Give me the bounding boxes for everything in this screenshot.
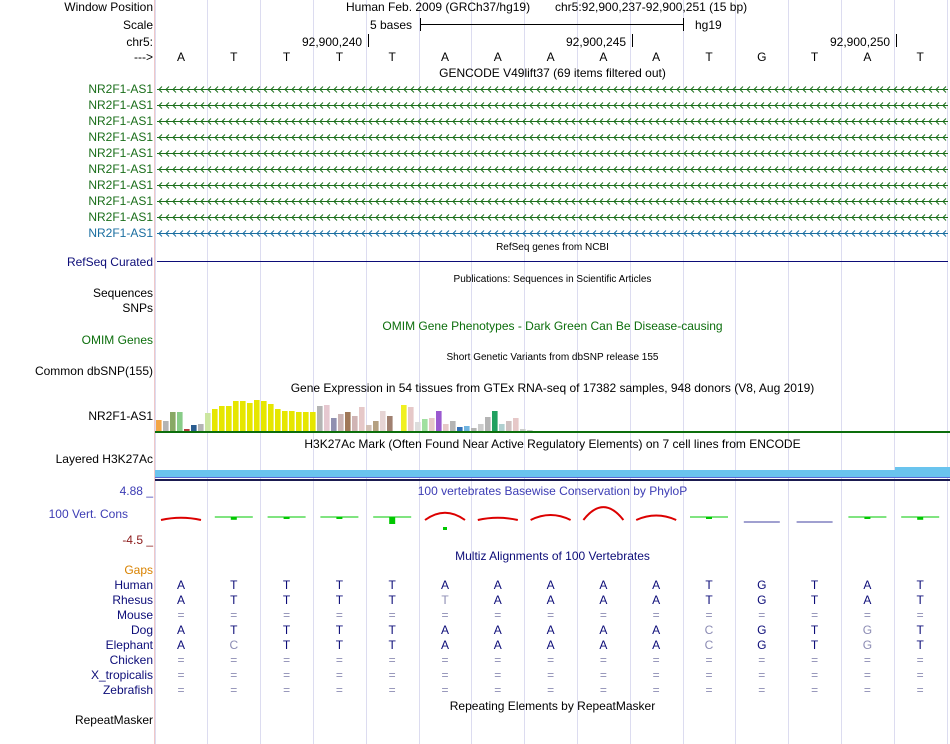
- multiz-base: T: [282, 593, 291, 607]
- grid-line: [419, 0, 420, 744]
- gtex-tissue-bar[interactable]: [198, 424, 204, 431]
- h3k27ac-baseline: [155, 477, 950, 478]
- multiz-base: =: [441, 608, 449, 622]
- coord-tick: [632, 34, 633, 47]
- multiz-base: =: [177, 608, 185, 622]
- multiz-base: =: [547, 683, 555, 697]
- multiz-base: A: [176, 623, 185, 637]
- multiz-base: T: [335, 593, 344, 607]
- multiz-base: T: [230, 593, 238, 607]
- multiz-base: =: [335, 683, 343, 697]
- reference-base: T: [230, 50, 238, 64]
- multiz-base: T: [916, 623, 924, 637]
- gencode-gene-label[interactable]: NR2F1-AS1: [88, 130, 153, 144]
- multiz-base: =: [758, 683, 766, 697]
- multiz-base: =: [177, 668, 185, 682]
- multiz-base: A: [440, 578, 449, 592]
- multiz-base: =: [758, 608, 766, 622]
- multiz-base: T: [230, 623, 238, 637]
- multiz-base: A: [652, 638, 661, 652]
- reference-base: A: [176, 50, 185, 64]
- multiz-base: =: [811, 608, 819, 622]
- multiz-base: =: [441, 653, 449, 667]
- multiz-base: =: [177, 683, 185, 697]
- multiz-base: =: [811, 668, 819, 682]
- phylop-negative-curve: [636, 516, 676, 520]
- multiz-base: T: [282, 623, 291, 637]
- multiz-base: T: [810, 593, 819, 607]
- multiz-base: G: [757, 623, 767, 637]
- multiz-base: A: [176, 578, 185, 592]
- gtex-tissue-bar[interactable]: [387, 416, 393, 431]
- multiz-base: G: [862, 623, 873, 637]
- multiz-base: =: [335, 653, 343, 667]
- multiz-base: =: [916, 653, 924, 667]
- gtex-tissue-bar[interactable]: [450, 421, 456, 431]
- gtex-tissue-bar[interactable]: [436, 411, 442, 431]
- gencode-gene-feature[interactable]: [157, 85, 948, 94]
- multiz-base: G: [757, 638, 767, 652]
- gencode-gene-feature[interactable]: [157, 181, 948, 190]
- scale-label: Scale: [122, 18, 153, 32]
- multiz-species-label[interactable]: Chicken: [109, 653, 153, 667]
- multiz-base: T: [705, 593, 713, 607]
- multiz-base: A: [546, 593, 555, 607]
- multiz-base: T: [916, 638, 924, 652]
- gtex-tissue-bar[interactable]: [163, 421, 169, 431]
- left-border: [154, 0, 155, 744]
- gencode-gene-label[interactable]: NR2F1-AS1: [88, 178, 153, 192]
- gtex-tissue-bar[interactable]: [352, 416, 358, 431]
- gtex-tissue-bar[interactable]: [261, 401, 267, 431]
- multiz-base: =: [441, 668, 449, 682]
- omim-title: OMIM Gene Phenotypes - Dark Green Can Be Disease-causing: [382, 319, 723, 333]
- reference-base: T: [916, 50, 924, 64]
- multiz-base: T: [388, 578, 396, 592]
- gaps-label[interactable]: Gaps: [124, 563, 153, 577]
- publications-title: Publications: Sequences in Scientific Articles: [453, 274, 652, 285]
- multiz-base: =: [863, 608, 871, 622]
- reference-base: A: [546, 50, 555, 64]
- multiz-base: =: [494, 683, 502, 697]
- scale-bar: [420, 24, 684, 25]
- multiz-base: A: [440, 638, 449, 652]
- snps-label[interactable]: SNPs: [122, 301, 153, 315]
- multiz-base: =: [335, 608, 343, 622]
- multiz-base: =: [863, 668, 871, 682]
- multiz-base: A: [863, 593, 872, 607]
- reference-base: T: [810, 50, 819, 64]
- multiz-base: =: [230, 608, 238, 622]
- grid-line: [577, 0, 578, 744]
- gtex-tissue-bar[interactable]: [170, 412, 176, 431]
- grid-line: [207, 0, 208, 744]
- gencode-gene-feature[interactable]: [157, 213, 948, 222]
- multiz-base: =: [388, 608, 396, 622]
- gtex-tissue-bar[interactable]: [317, 406, 323, 431]
- multiz-base: T: [282, 638, 291, 652]
- multiz-base: T: [810, 623, 819, 637]
- gtex-tissue-bar[interactable]: [212, 409, 218, 431]
- multiz-base: A: [493, 623, 502, 637]
- gencode-gene-feature[interactable]: [157, 165, 948, 174]
- gtex-title: Gene Expression in 54 tissues from GTEx RNA-seq of 17382 samples, 948 donors (V8, Aug 2019): [290, 381, 815, 395]
- multiz-base: =: [283, 668, 291, 682]
- h3k27ac-title: H3K27Ac Mark (Often Found Near Active Regulatory Elements) on 7 cell lines from ENCODE: [304, 437, 801, 451]
- multiz-base: =: [230, 683, 238, 697]
- grid-line: [471, 0, 472, 744]
- gtex-tissue-bar[interactable]: [233, 401, 239, 431]
- gtex-tissue-bar[interactable]: [401, 405, 407, 431]
- position-text[interactable]: chr5:92,900,237-92,900,251 (15 bp): [555, 0, 748, 14]
- multiz-base: =: [863, 683, 871, 697]
- gtex-tissue-bar[interactable]: [492, 411, 498, 431]
- refseq-title: RefSeq genes from NCBI: [496, 242, 609, 253]
- gencode-gene-feature[interactable]: [157, 101, 948, 110]
- multiz-base: T: [335, 638, 344, 652]
- multiz-base: =: [388, 683, 396, 697]
- reference-base: A: [599, 50, 608, 64]
- dbsnp-label[interactable]: Common dbSNP(155): [34, 364, 153, 378]
- phylop-negative-curve: [583, 507, 623, 520]
- multiz-base: G: [862, 638, 873, 652]
- reference-base: A: [863, 50, 872, 64]
- gtex-tissue-bar[interactable]: [254, 400, 260, 431]
- multiz-base: T: [388, 638, 396, 652]
- phylop-title: 100 vertebrates Basewise Conservation by PhyloP: [417, 484, 688, 498]
- refseq-label[interactable]: RefSeq Curated: [66, 255, 153, 269]
- multiz-base: T: [388, 593, 396, 607]
- multiz-base: A: [440, 623, 449, 637]
- gencode-gene-label[interactable]: NR2F1-AS1: [88, 82, 153, 96]
- multiz-base: =: [705, 668, 713, 682]
- repeatmasker-title: Repeating Elements by RepeatMasker: [449, 699, 656, 713]
- phylop-plot[interactable]: [155, 497, 950, 547]
- multiz-base: =: [811, 683, 819, 697]
- multiz-base: =: [547, 653, 555, 667]
- multiz-base: =: [494, 608, 502, 622]
- multiz-base: T: [810, 638, 819, 652]
- repeatmasker-label[interactable]: RepeatMasker: [74, 713, 153, 727]
- multiz-base: T: [441, 593, 449, 607]
- multiz-base: T: [335, 623, 344, 637]
- multiz-base: A: [493, 578, 502, 592]
- multiz-species-label[interactable]: Mouse: [116, 608, 153, 622]
- multiz-base: =: [705, 653, 713, 667]
- gtex-tissue-bar[interactable]: [415, 422, 421, 431]
- coord-label: 92,900,250: [830, 35, 891, 49]
- gtex-tissue-bar[interactable]: [345, 412, 351, 431]
- reference-base: G: [757, 50, 767, 64]
- gencode-gene-feature[interactable]: [157, 133, 948, 142]
- phylop-marker: [443, 527, 447, 530]
- multiz-base: =: [652, 608, 660, 622]
- coord-tick: [368, 34, 369, 47]
- multiz-base: =: [916, 608, 924, 622]
- grid-line: [313, 0, 314, 744]
- multiz-base: T: [230, 578, 238, 592]
- gtex-tissue-bar[interactable]: [268, 404, 274, 431]
- multiz-base: =: [811, 653, 819, 667]
- gencode-gene-label[interactable]: NR2F1-AS1: [88, 162, 153, 176]
- gencode-gene-feature[interactable]: [157, 197, 948, 206]
- multiz-species-label[interactable]: Dog: [130, 623, 153, 637]
- h3k27ac-bottom: [155, 479, 950, 481]
- grid-line: [947, 0, 948, 744]
- grid-line: [155, 0, 156, 744]
- gtex-tissue-bar[interactable]: [310, 412, 316, 431]
- chrom-label: chr5:: [126, 35, 153, 49]
- multiz-base: =: [652, 653, 660, 667]
- gencode-gene-label[interactable]: NR2F1-AS1: [88, 114, 153, 128]
- reference-base: T: [705, 50, 713, 64]
- gtex-tissue-bar[interactable]: [205, 413, 211, 431]
- gtex-tissue-bar[interactable]: [394, 421, 400, 431]
- reference-base: A: [493, 50, 502, 64]
- multiz-base: A: [652, 593, 661, 607]
- multiz-base: A: [863, 578, 872, 592]
- phylop-negative-curve: [478, 518, 518, 520]
- multiz-base: C: [704, 623, 714, 637]
- reference-base: T: [335, 50, 344, 64]
- reference-base: A: [440, 50, 449, 64]
- gtex-tissue-bar[interactable]: [408, 407, 414, 431]
- multiz-base: A: [599, 638, 608, 652]
- multiz-base: =: [335, 668, 343, 682]
- gtex-tissue-bar[interactable]: [443, 424, 449, 431]
- grid-line: [260, 0, 261, 744]
- multiz-base: =: [916, 683, 924, 697]
- gtex-baseline: [155, 431, 950, 433]
- grid-line: [683, 0, 684, 744]
- db-text: hg19: [695, 18, 722, 32]
- multiz-base: =: [705, 608, 713, 622]
- multiz-base: A: [546, 578, 555, 592]
- gtex-tissue-bar[interactable]: [303, 412, 309, 431]
- window-position-label: Window Position: [64, 0, 153, 14]
- multiz-base: =: [547, 668, 555, 682]
- phylop-max-label: 4.88 _: [119, 484, 153, 498]
- multiz-base: A: [493, 638, 502, 652]
- multiz-species-label[interactable]: Human: [114, 578, 153, 592]
- multiz-base: =: [599, 608, 607, 622]
- gtex-tissue-bar[interactable]: [226, 406, 232, 431]
- gtex-tissue-bar[interactable]: [247, 403, 253, 431]
- refseq-gene-line[interactable]: [157, 261, 948, 262]
- multiz-species-label[interactable]: Rhesus: [112, 593, 153, 607]
- multiz-base: A: [493, 593, 502, 607]
- multiz-base: =: [599, 683, 607, 697]
- gtex-tissue-bar[interactable]: [422, 419, 428, 431]
- coord-tick: [896, 34, 897, 47]
- multiz-base: A: [599, 623, 608, 637]
- multiz-base: A: [546, 638, 555, 652]
- multiz-base: =: [230, 668, 238, 682]
- phylop-negative-curve: [425, 513, 465, 520]
- gencode-gene-label[interactable]: NR2F1-AS1: [88, 194, 153, 208]
- sequences-label[interactable]: Sequences: [92, 286, 153, 300]
- gtex-label[interactable]: NR2F1-AS1: [88, 409, 153, 423]
- multiz-base: =: [283, 653, 291, 667]
- grid-line: [366, 0, 367, 744]
- multiz-base: =: [441, 683, 449, 697]
- multiz-base: =: [705, 683, 713, 697]
- gtex-tissue-bar[interactable]: [485, 417, 491, 431]
- multiz-base: C: [704, 638, 714, 652]
- gtex-tissue-bar[interactable]: [219, 406, 225, 431]
- gtex-tissue-bar[interactable]: [380, 411, 386, 431]
- multiz-base: G: [757, 578, 767, 592]
- h3k27ac-label[interactable]: Layered H3K27Ac: [55, 452, 153, 466]
- multiz-base: T: [705, 578, 713, 592]
- scale-bar-tick-right: [683, 18, 684, 31]
- reference-base: T: [282, 50, 291, 64]
- gencode-gene-feature[interactable]: [157, 117, 948, 126]
- grid-line: [630, 0, 631, 744]
- coord-label: 92,900,245: [566, 35, 627, 49]
- gtex-tissue-bar[interactable]: [429, 418, 435, 431]
- multiz-base: A: [652, 578, 661, 592]
- multiz-species-label[interactable]: X_tropicalis: [90, 668, 153, 682]
- multiz-base: C: [229, 638, 239, 652]
- gtex-tissue-bar[interactable]: [240, 401, 246, 431]
- multiz-base: =: [388, 668, 396, 682]
- multiz-base: =: [494, 653, 502, 667]
- gtex-tissue-bar[interactable]: [359, 407, 365, 431]
- phylop-negative-curve: [531, 515, 571, 520]
- gencode-gene-label[interactable]: NR2F1-AS1: [88, 210, 153, 224]
- multiz-base: =: [547, 608, 555, 622]
- multiz-base: =: [283, 608, 291, 622]
- assembly-text[interactable]: Human Feb. 2009 (GRCh37/hg19): [346, 0, 531, 14]
- omim-label[interactable]: OMIM Genes: [81, 333, 153, 347]
- multiz-base: A: [176, 638, 185, 652]
- multiz-base: =: [283, 683, 291, 697]
- gtex-tissue-bar[interactable]: [499, 424, 505, 431]
- multiz-title: Multiz Alignments of 100 Vertebrates: [455, 549, 650, 563]
- gencode-gene-feature[interactable]: [157, 149, 948, 158]
- multiz-species-label[interactable]: Zebrafish: [102, 683, 153, 697]
- multiz-base: A: [546, 623, 555, 637]
- multiz-base: A: [599, 578, 608, 592]
- multiz-base: =: [177, 653, 185, 667]
- gtex-tissue-bar[interactable]: [156, 420, 162, 431]
- gtex-tissue-bar[interactable]: [282, 411, 288, 431]
- multiz-species-label[interactable]: Elephant: [105, 638, 153, 652]
- multiz-base: =: [230, 653, 238, 667]
- multiz-base: A: [176, 593, 185, 607]
- scale-bar-tick-left: [420, 18, 421, 31]
- phylop-positive-bar: [389, 517, 395, 524]
- multiz-base: =: [758, 653, 766, 667]
- gencode-gene-label[interactable]: NR2F1-AS1: [88, 146, 153, 160]
- multiz-base: T: [282, 578, 291, 592]
- gtex-tissue-bar[interactable]: [513, 418, 519, 431]
- gtex-tissue-bar[interactable]: [338, 414, 344, 431]
- scale-text: 5 bases: [370, 18, 413, 32]
- dbsnp-title: Short Genetic Variants from dbSNP release 155: [446, 352, 659, 363]
- gencode-gene-label[interactable]: NR2F1-AS1: [88, 98, 153, 112]
- grid-line: [894, 0, 895, 744]
- multiz-base: =: [388, 653, 396, 667]
- gtex-tissue-bar[interactable]: [478, 424, 484, 431]
- gtex-tissue-bar[interactable]: [177, 412, 183, 431]
- gtex-tissue-bar[interactable]: [296, 412, 302, 431]
- phylop-label[interactable]: 100 Vert. Cons: [48, 507, 128, 521]
- gtex-tissue-bar[interactable]: [506, 421, 512, 431]
- gtex-tissue-bar[interactable]: [289, 411, 295, 431]
- multiz-base: T: [388, 623, 396, 637]
- h3k27ac-signal[interactable]: [155, 470, 895, 477]
- grid-line: [788, 0, 789, 744]
- multiz-base: =: [758, 668, 766, 682]
- strand-label: --->: [134, 50, 153, 64]
- multiz-base: =: [494, 668, 502, 682]
- grid-line: [841, 0, 842, 744]
- gtex-tissue-bar[interactable]: [324, 405, 330, 431]
- gencode-gene-label[interactable]: NR2F1-AS1: [88, 226, 153, 240]
- reference-base: A: [652, 50, 661, 64]
- reference-base: T: [388, 50, 396, 64]
- multiz-base: =: [599, 653, 607, 667]
- multiz-base: =: [599, 668, 607, 682]
- multiz-base: T: [810, 578, 819, 592]
- h3k27ac-signal-peak[interactable]: [895, 467, 950, 477]
- gtex-barchart[interactable]: [155, 397, 535, 431]
- phylop-negative-curve: [161, 518, 201, 520]
- coord-label: 92,900,240: [302, 35, 363, 49]
- multiz-base: =: [652, 668, 660, 682]
- gencode-gene-feature[interactable]: [157, 229, 948, 238]
- multiz-base: =: [863, 653, 871, 667]
- gencode-title: GENCODE V49lift37 (69 items filtered out): [439, 66, 666, 80]
- grid-line: [524, 0, 525, 744]
- multiz-base: G: [757, 593, 767, 607]
- gtex-tissue-bar[interactable]: [373, 421, 379, 431]
- multiz-base: =: [916, 668, 924, 682]
- phylop-min-label: -4.5 _: [122, 533, 153, 547]
- grid-line: [735, 0, 736, 744]
- multiz-base: T: [916, 578, 924, 592]
- gtex-tissue-bar[interactable]: [331, 418, 337, 431]
- multiz-base: A: [599, 593, 608, 607]
- multiz-base: A: [652, 623, 661, 637]
- multiz-base: =: [652, 683, 660, 697]
- gtex-tissue-bar[interactable]: [275, 409, 281, 431]
- multiz-base: T: [916, 593, 924, 607]
- multiz-base: T: [335, 578, 344, 592]
